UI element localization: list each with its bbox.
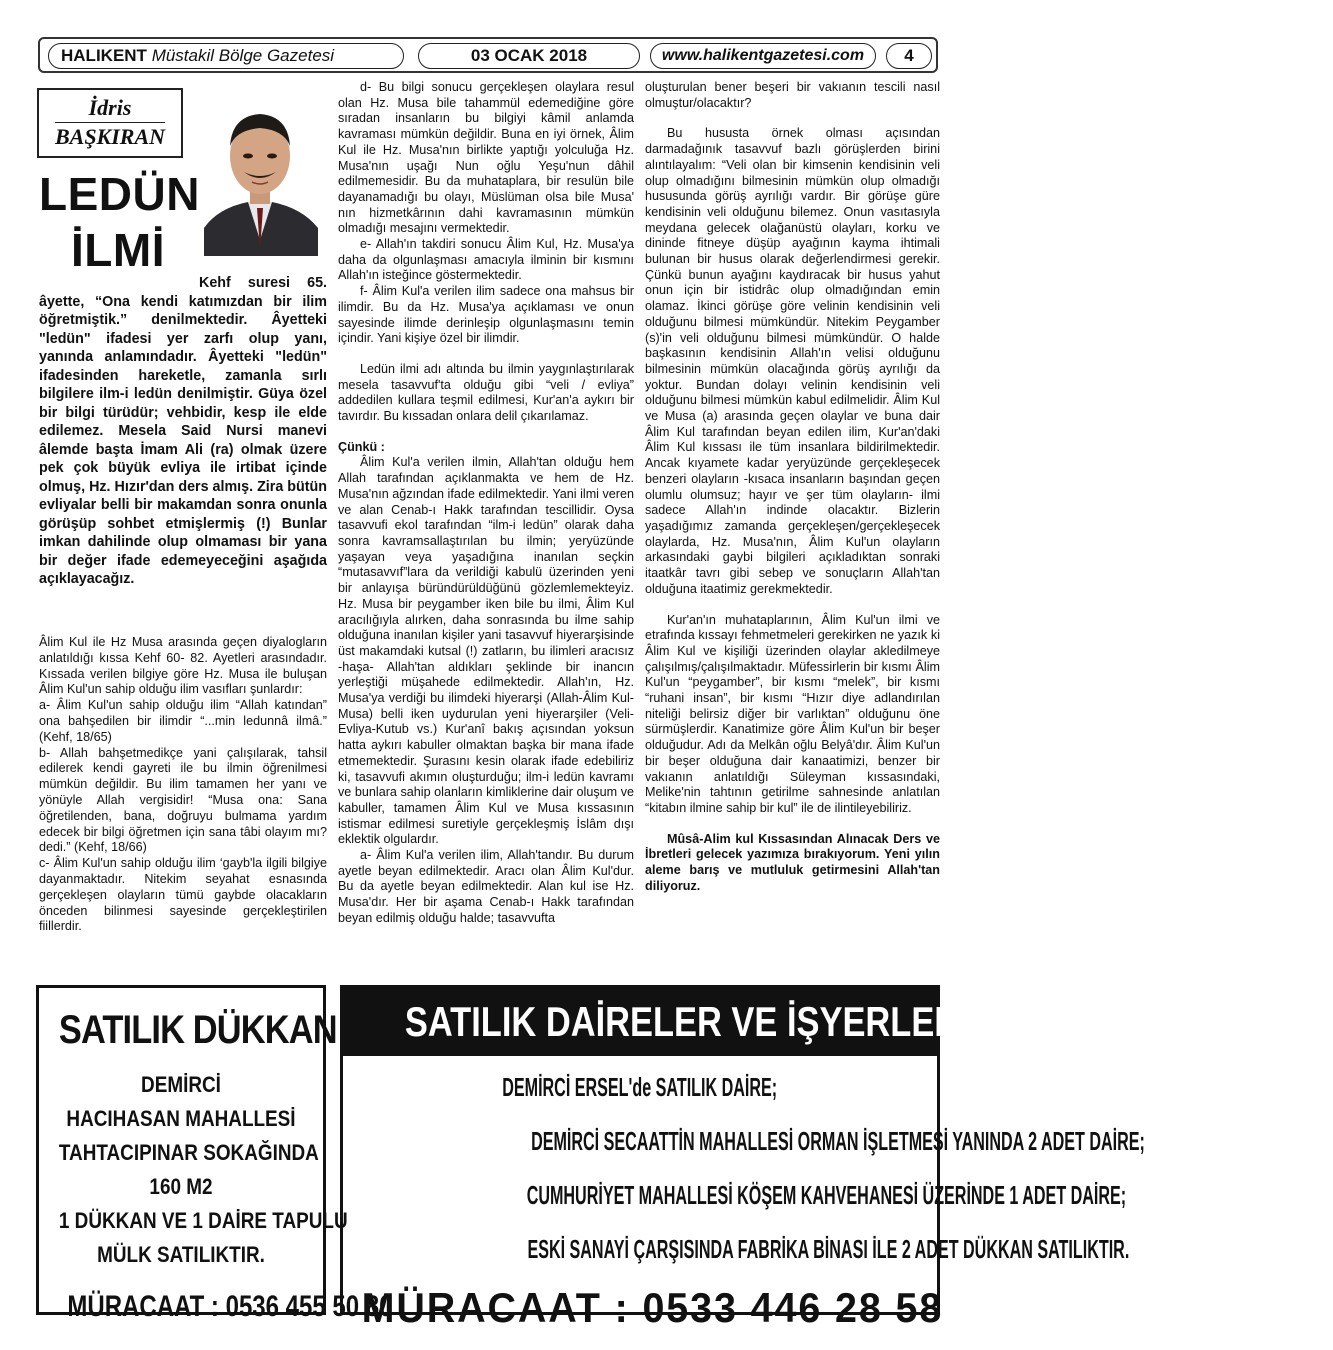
paragraph: oluşturulan bener beşeri bir vakıanın tescili nasıl olmuştur/olacaktır?: [645, 80, 940, 110]
author-last-name: BAŞKIRAN: [54, 124, 166, 149]
author-photo: [196, 90, 324, 256]
masthead: [48, 43, 404, 69]
page-header: [38, 37, 938, 73]
paragraph: Ledün ilmi adı altında bu ilmin yaygınlaştırılarak mesela tasavvuf'ta olduğu gibi “veli / evliya” addedilen kullara teşmil edilmesi, Kur'an'a aykırı bir tavırdır. Bu kıssadan onlara delil çıkarılamaz.: [338, 361, 634, 424]
column-1: [39, 635, 327, 935]
title-line-2: İLMİ: [71, 224, 165, 276]
paragraph: Bu hususta örnek olması açısından darmadağınık tasavvuf bazlı görüşlerden birini alıntılayalım: “Veli olan bir kimsenin kendisinin veli olup olmadığını bilmesinin mümkün olup olmadığı hususunda görüş ayrılığı vardır. Bir görüşe güre kendisinin veli olduğunu bilemez. Onun vasıtasıyla meydana gelecek olağanüstü olayları, korku ve dininde fitneye düşüp ayağının kayma ihtimali bulunan bir husus olarak değerlendirmesi gerekir. Çünkü bunun ayağını kaydıracak bir husus yahut onun için bir istidrâc olup olmadığından emin olamaz. İkinci görüşe göre velinin kendisinin veli olduğunu bilmesi mümkündür. Nitekim Peygamber (s)'in veli olduğunu bilmesi mümkündür. O halde başkasının kendisinin Allah'ın velisi olduğunu bilmesinin mümkün olacağında görüş ayrılığı da yoktur. Bundan dolayı velinin kendisinin veli olduğunu bilmesi mümkün kabul edilmelidir. Âlim Kul ve Musa (a) arasında geçen olaylar ve buna dair Âlim Kul tarafından beyan edilen ilim, Kur'an'daki Âlim Kul kıssası ile tüm insanlara bildirilmektedir. Ancak kıyamete kadar yeryüzünde gerçekleşecek benzeri olayların -kısaca insanların başından geçen olumlu olumsuz; hayır ve şer tüm olayların- ilmi sadece Allah'ın indinde olacaktır. Bizlerin yaşadığımız zamanda gerçekleşen/gerçekleşecek olaylarda, Hz. Musa'nın, Âlim Kul'un olayların arkasındaki gaybi bilgileri açıkladıktan sonraki itaatkâr tavrı gibi sebep ve sonuçların Allah'tan olduğuna itaatimiz gerekmektedir.: [645, 126, 940, 596]
closing-paragraph: Mûsâ-Alim kul Kıssasından Alınacak Ders ve İbretleri gelecek yazımıza bırakıyorum. Yeni yılın aleme barış ve mutluluk getirmesini Allah'tan diliyoruz.: [645, 831, 940, 893]
ad-line: ESKİ SANAYİ ÇARŞISINDA FABRİKA BİNASI İLE 2 ADET DÜKKAN SATILIKTIR.: [527, 1234, 1130, 1264]
title-line-1: LEDÜN: [39, 168, 200, 220]
paragraph: b- Allah bahşetmedikçe yani çalışılarak, tahsil edilerek kendi gayreti ile bu ilmin öğrenilmesi mümkün değildir. Bu ilim tamamen her yanı ve yönüyle Allah vergisidir! “Musa ona: Sana öğretilenden, bana, doğruyu bulmama yardım edecek bir bilgi öğretmen için sana tâbi olayım mı? dedi.” (Kehf, 18/66): [39, 745, 327, 855]
article-title: [39, 166, 200, 278]
ad-title-bar: [343, 988, 969, 1056]
lead-paragraph: Kehf suresi 65. âyette, “Ona kendi katımızdan bir ilim öğretmiştik.” denilmektedir. Âyetteki "ledün" ifadesi yer zarfı olup yanı, yanında anlamındadır. Âyetteki "ledün" ifadesinden hareketle, zamanla sırlı bilgilere ilm-i ledün denilmiştir. Güya özel bir bilgi türüdür; vehbidir, kesp ile elde edilemez. Mesela Said Nursi manevi âlemde başta İmam Ali (ra) olmak üzere pek çok büyük evliya ile irtibat içinde olmuş, Hz. Hızır'dan ders almış. Zira bütün evliyalar belli bir makamdan sonra onunla görüşüp sohbet etmişlermiş (!) Bunlar imkan dahilinde olup olmaması bir yana bir değer ifade edemeyeceğini aşağıda açıklayacağız.: [39, 275, 327, 587]
author-first-name: İdris: [88, 95, 132, 120]
page-number: 4: [886, 43, 932, 69]
ad-line: DEMİRCİ: [141, 1072, 221, 1097]
paragraph: Âlim Kul'a verilen ilmin, Allah'tan olduğu hem Allah tarafından açıklanmakta ve hem de Hz. Musa'nın ağzından ifade edilmektedir. Yani ilmi veren ve alan Cenab-ı Hakk tarafından tescillidir. Oysa tasavvufi ekol tarafından “ilm-i ledün” olarak daha sonra kavramsallaştırılan bu ilmin; yeryüzünde yaşayan veya yaşadığına inanılan seçkin “mutasavvıf”lara da verildiği kabulü üzerinden yeni bir anlayışa büründürüldüğünü gözlemlemekteyiz. Hz. Musa bir peygamber iken bile bu ilmi, Âlim Kul aracılığıyla alırken, daha sonrasında bu ilme sahip olduğuna inanılan kişiler yani tasavvuf hiyerarşisinde üst makamdaki kutsal (!) zatların, bu ilimleri aracısız -haşa- Allah'tan aldıkları şeklinde bir inancın yerleştiği müşahede edilmektedir. Allah'ın, Hz. Musa'ya verdiği bu ilimdeki hiyerarşi (Allah-Âlim Kul-Musa) belli iken uydurulan yeni hiyerarşiler (Veli-Evliya-Kutub vs.) Kur'anî bakış açısından yoksun hatta aykırı kabuller olmaktan başka bir mana ifade etmemektedir. Şurasını kesin olarak ifade edebiliriz ki, tasavvufi akımın oluşturduğu; ilm-i ledün kavramı ve bunlara sahip olanların kimliklerine dair oluşum ve kabuller, tamamen Âlim Kul ve Musa kıssasının istismar edilmesi suretiyle gerçekleşmiş İslâm dışı eklektik olgulardır.: [338, 455, 634, 847]
ad-title: SATILIK DAİRELER VE İŞYERLERİ: [404, 998, 969, 1045]
paragraph: f- Âlim Kul'a verilen ilim sadece ona mahsus bir ilimdir. Bu da Hz. Musa'ya açıklaması ve onun sayesinde ilimde derinleşip olgunlaşmasını temin içindir. Yani kişiye özel bir ilimdir.: [338, 284, 634, 346]
ad-line: CUMHURİYET MAHALLESİ KÖŞEM KAHVEHANESİ ÜZERİNDE 1 ADET DAİRE;: [526, 1180, 1127, 1210]
ad-line: 160 M2: [149, 1174, 213, 1199]
article: [33, 80, 943, 970]
paragraph: c- Âlim Kul'un sahip olduğu ilim ‘gayb'la ilgili bilgiye dayanmaktadır. Nitekim seyahat esnasında gerçekleşen olayların tümü gaybde olacakların önceden bilinmesi sayesinde gerçekleştirilen fiillerdir.: [39, 856, 327, 934]
column-3: [645, 80, 940, 894]
apartments-for-sale-ad: [340, 985, 1145, 1331]
paragraph: e- Allah'ın takdiri sonucu Âlim Kul, Hz. Musa'ya daha da olgunlaşması amacıyla ilminin bir kısmını Allah'ın isteğince göstermektedir.: [338, 237, 634, 283]
ad-title: SATILIK DÜKKAN: [58, 1008, 337, 1052]
ad-contact: MÜRACAAT : 0536 455 50 80: [67, 1290, 393, 1323]
column-2: [338, 80, 634, 927]
paragraph: Kur'an'ın muhataplarının, Âlim Kul'un ilmi ve etrafında kıssayı fehmetmeleri gerekirken ne yazık ki Âlim Kul ve kişiliği üzerinden olaylar akledilmeye çalışılmış/çalışılmaktadır. Müfessirlerin bir kısmı Âlim Kul'un “peygamber”, bir kısmı “melek”, bir kısmı “ruhani insan”, bir kısmı “Hızır diye adlandırılan niteliği belirsiz diğer bir varlıktan” olduğunu öne sürmüşlerdir. Kanatimize göre Âlim Kul'un bir beşer olduğudur. Adı da Melkân oğlu Belyâ'dır. Âlim Kul'un bir beşer olduğuna dair kanaatimizi, benzer bir vakıanın anlatıldığı Süleyman kıssasındaki, Melike'nin tahtının getirilme sahnesinde anlatılan “kitabın ilmine sahip bir kul” ile de ilintileyebiliriz.: [645, 612, 940, 815]
website-link[interactable]: www.halikentgazetesi.com: [650, 43, 876, 69]
ad-line: DEMİRCİ SECAATTİN MAHALLESİ ORMAN İŞLETMESİ YANINDA 2 ADET DAİRE;: [531, 1126, 1145, 1156]
issue-date: 03 OCAK 2018: [418, 43, 640, 69]
byline-divider: [55, 122, 165, 123]
paragraph: a- Âlim Kul'a verilen ilim, Allah'tandır. Bu durum ayetle beyan edilmektedir. Aracı olan Âlim Kul'dur. Bu da ayetle beyan edilmektedir. Alan kul ise Hz. Musa'dır. Her bir aşama Cenab-ı Hakk tarafından beyan edilmiş olduğu halde; tasavvufta: [338, 848, 634, 925]
masthead-subtitle: Müstakil Bölge Gazetesi: [151, 46, 335, 65]
article-lead: [39, 274, 327, 589]
paragraph: a- Âlim Kul'un sahip olduğu ilim “Allah katından” ona bahşedilen bir ilimdir “...min ledunnâ ilmâ.” (Kehf, 18/65): [39, 698, 327, 744]
author-byline: [37, 88, 183, 158]
shop-for-sale-ad: [36, 985, 393, 1323]
paragraph: Âlim Kul ile Hz Musa arasında geçen diyalogların anlatıldığı kıssa Kehf 60- 82. Ayetleri arasındadır. Kıssada verilen bilgiye göre Hz. Musa ile buluşan Âlim Kul'un sahip olduğu ilim vasıfları şunlardır:: [39, 635, 327, 697]
ad-contact: MÜRACAAT : 0533 446 28 58: [361, 1284, 944, 1331]
ad-line: MÜLK SATILIKTIR.: [97, 1242, 265, 1267]
subheading: Çünkü :: [338, 439, 385, 454]
ad-line: TAHTACIPINAR SOKAĞINDA: [58, 1140, 319, 1165]
ad-line: HACIHASAN MAHALLESİ: [66, 1106, 296, 1131]
paragraph: d- Bu bilgi sonucu gerçekleşen olaylara resul olan Hz. Musa bile tahammül edemediğine göre sıradan insanların bu bilgiyi kâmil anlamda kavraması mümkün değildir. Buna en iyi örnek, Âlim Kul ile Hz. Musa'nın birlikte yaptığı yolculuğa Hz. Musa'nın uşağı Nun oğlu Yeşu'nun dâhil edilmemesidir. Bu da muhataplara, bir resulün bile dayanamadığı bu olayı, Müslüman olsa bile Musa' nın hizmetkârının dahi kavramasının mümkün olmadığı mesajını vermektedir.: [338, 80, 634, 236]
brand-name: HALIKENT: [61, 46, 147, 65]
ad-line: DEMİRCİ ERSEL'de SATILIK DAİRE;: [502, 1072, 778, 1102]
ad-line: 1 DÜKKAN VE 1 DAİRE TAPULU: [58, 1208, 348, 1233]
